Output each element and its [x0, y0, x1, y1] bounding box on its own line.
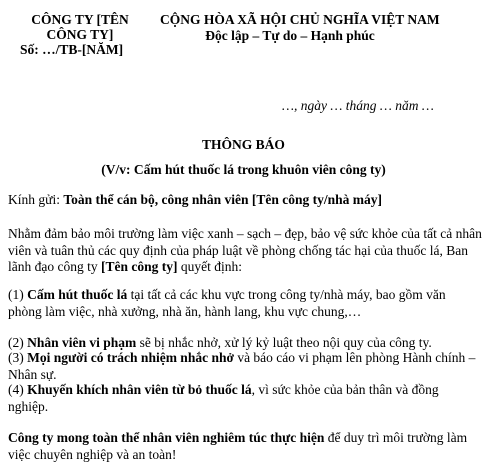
national-motto: Độc lập – Tự do – Hạnh phúc — [205, 28, 375, 43]
list-item — [8, 287, 482, 320]
national-header — [160, 12, 440, 44]
item-heading: Cấm hút thuốc lá — [27, 287, 128, 302]
closing-paragraph — [8, 430, 482, 463]
item-heading: Mọi người có trách nhiệm nhắc nhở — [27, 350, 234, 365]
item-text: , vì sức khỏe của bản thân và đồng nghiệp. — [8, 382, 439, 414]
intro-paragraph — [8, 226, 482, 276]
company-name: CÔNG TY [TÊN CÔNG TY] — [31, 12, 129, 42]
intro-text: Nhằm đảm bảo môi trường làm việc xanh – sạch – đẹp, bảo vệ sức khỏe của tất cả nhân viên và tuân thủ các quy định của pháp luật về phòng chống tác hại của thuốc lá, Ban lãnh đạo công ty — [8, 226, 482, 274]
document-subject: (V/v: Cấm hút thuốc lá trong khuôn viên công ty) — [101, 162, 386, 177]
intro-company: [Tên công ty] — [100, 259, 178, 274]
item-text: tại tất cả các khu vực trong công ty/nhà máy, bao gồm văn phòng làm việc, nhà xưởng, nhà ăn, hành lang, khu vực chung,… — [8, 287, 446, 319]
item-number: (1) — [8, 287, 28, 302]
item-heading: Khuyến khích nhân viên từ bỏ thuốc lá — [27, 382, 252, 397]
list-item — [8, 382, 482, 415]
document-title: THÔNG BÁO — [202, 137, 285, 152]
intro-end: quyết định: — [177, 259, 242, 274]
item-number: (4) — [8, 382, 28, 397]
document-number: Số: …/TB-[NĂM] — [20, 42, 124, 57]
closing-bold: Công ty mong toàn thể nhân viên nghiêm túc thực hiện — [8, 430, 325, 445]
recipient-value: Toàn thể cán bộ, công nhân viên [Tên công ty/nhà máy] — [63, 192, 383, 207]
item-heading: Nhân viên vi phạm — [27, 335, 137, 350]
list-item — [8, 350, 482, 383]
item-text: sẽ bị nhắc nhở, xử lý kỷ luật theo nội quy của công ty. — [136, 335, 432, 350]
item-number: (3) — [8, 350, 28, 365]
closing-text: để duy trì môi trường làm việc chuyên nghiệp và an toàn! — [8, 430, 468, 462]
item-number: (2) — [8, 335, 28, 350]
recipient-line — [8, 192, 382, 208]
item-text: và báo cáo vi phạm lên phòng Hành chính – Nhân sự. — [8, 350, 476, 382]
national-title: CỘNG HÒA XÃ HỘI CHỦ NGHĨA VIỆT NAM — [160, 12, 440, 27]
date-line: …, ngày … tháng … năm … — [282, 98, 434, 113]
company-header — [20, 12, 140, 57]
recipient-label: Kính gửi: — [8, 192, 64, 207]
